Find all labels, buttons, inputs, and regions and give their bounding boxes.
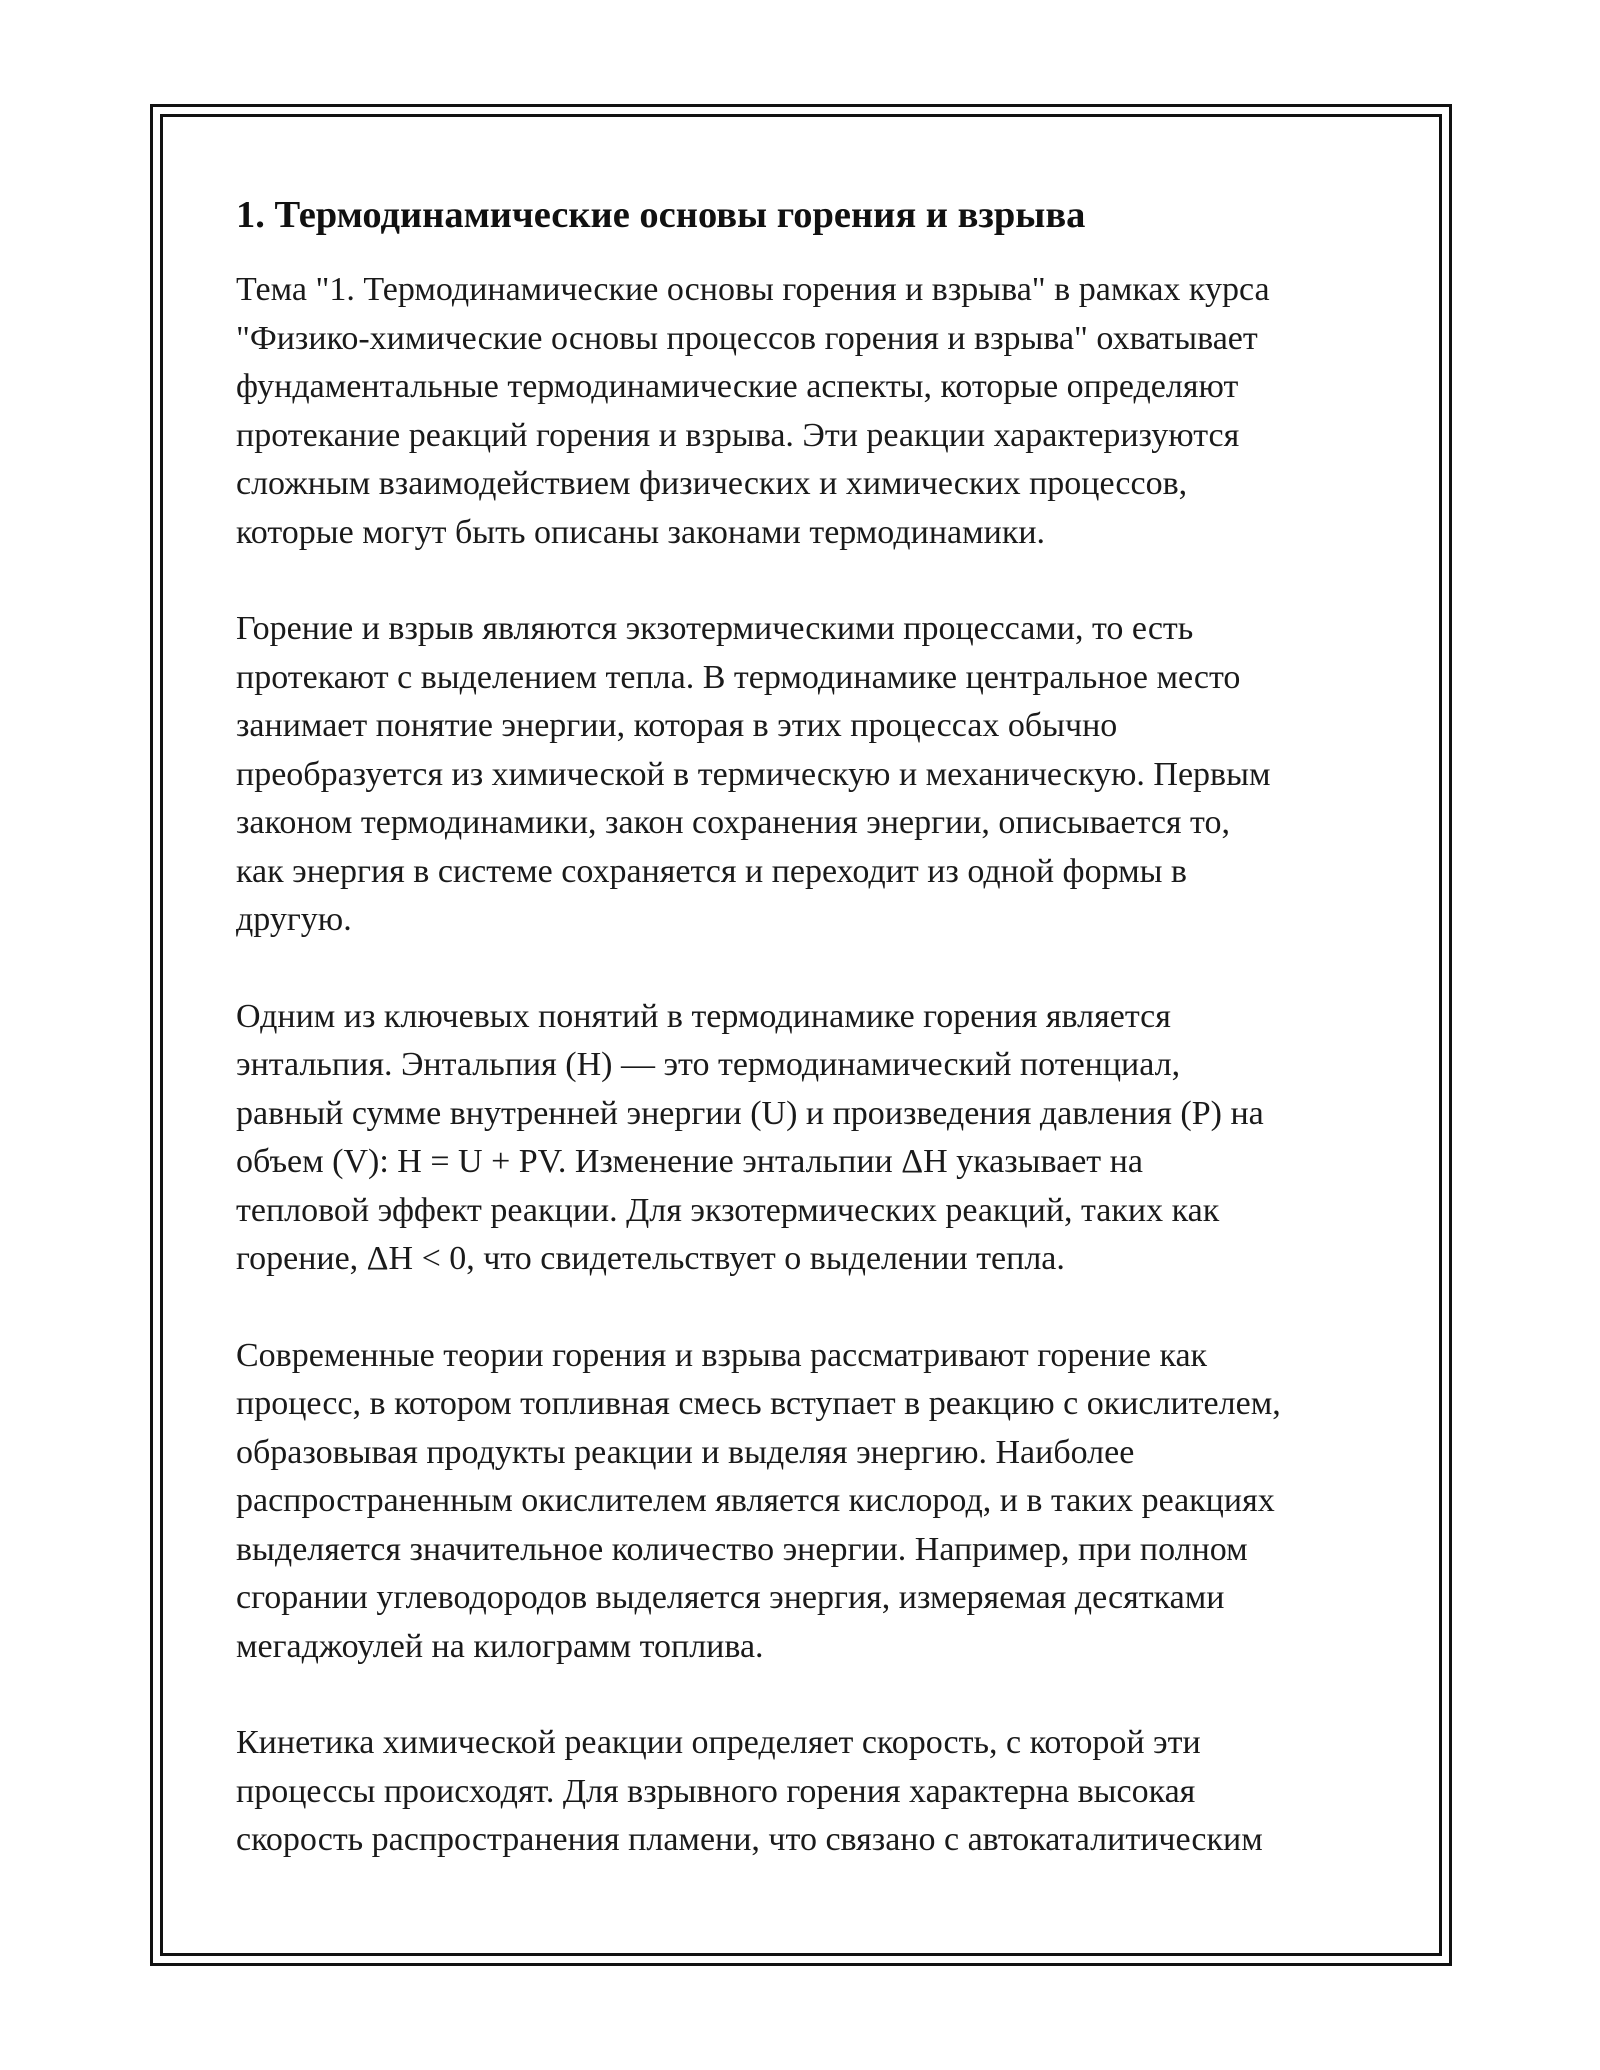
text-line: образовывая продукты реакции и выделяя энергию. Наиболее	[236, 1433, 1135, 1471]
text-line: протекают с выделением тепла. В термодинамике центральное место	[236, 658, 1241, 696]
paragraph-5	[236, 1719, 1396, 1865]
paragraph-1	[236, 266, 1396, 557]
text-line: сгорании углеводородов выделяется энергия, измеряемая десятками	[236, 1579, 1225, 1616]
text-line: процессы происходят. Для взрывного горения характерна высокая	[236, 1772, 1196, 1810]
text-line: "Физико-химические основы процессов горения и взрыва" охватывает	[236, 319, 1258, 357]
text-line: Тема "1. Термодинамические основы горения и взрыва" в рамках курса	[236, 271, 1270, 308]
text-line: фундаментальные термодинамические аспекты, которые определяют	[236, 368, 1239, 405]
text-line: которые могут быть описаны законами термодинамики.	[236, 513, 1046, 551]
text-line: занимает понятие энергии, которая в этих процессах обычно	[236, 707, 1118, 744]
text-line: Современные теории горения и взрыва рассматривают горение как	[236, 1336, 1208, 1374]
text-line: преобразуется из химической в термическую и механическую. Первым	[236, 755, 1271, 793]
text-line: как энергия в системе сохраняется и переходит из одной формы в	[236, 852, 1187, 890]
text-line: равный сумме внутренней энергии (U) и произведения давления (P) на	[236, 1094, 1264, 1132]
text-line: Горение и взрыв являются экзотермическими процессами, то есть	[236, 610, 1194, 647]
text-line: объем (V): H = U + PV. Изменение энтальпии ΔH указывает на	[236, 1143, 1143, 1180]
text-line: энтальпия. Энтальпия (H) — это термодинамический потенциал,	[236, 1046, 1181, 1083]
text-line: сложным взаимодействием физических и химических процессов,	[236, 465, 1188, 502]
text-line: горение, ΔH < 0, что свидетельствует о выделении тепла.	[236, 1240, 1065, 1277]
paragraph-3	[236, 993, 1396, 1284]
text-line: Одним из ключевых понятий в термодинамике горения является	[236, 997, 1171, 1035]
paragraph-2	[236, 605, 1396, 945]
text-line: законом термодинамики, закон сохранения энергии, описывается то,	[236, 804, 1230, 841]
text-line: распространенным окислителем является кислород, и в таких реакциях	[236, 1482, 1275, 1519]
text-line: выделяется значительное количество энергии. Например, при полном	[236, 1530, 1248, 1568]
text-line: мегаджоулей на килограмм топлива.	[236, 1627, 764, 1665]
text-line: Кинетика химической реакции определяет скорость, с которой эти	[236, 1724, 1201, 1761]
text-line: тепловой эффект реакции. Для экзотермических реакций, таких как	[236, 1191, 1220, 1229]
paragraph-4	[236, 1332, 1396, 1672]
text-line: скорость распространения пламени, что связано с автокаталитическим	[236, 1821, 1263, 1858]
text-line: протекание реакций горения и взрыва. Эти реакции характеризуются	[236, 416, 1240, 454]
document-body	[236, 186, 1396, 1913]
section-title: 1. Термодинамические основы горения и взрыва	[236, 194, 1086, 236]
text-line: другую.	[236, 901, 352, 938]
text-line: процесс, в котором топливная смесь вступает в реакцию с окислителем,	[236, 1385, 1281, 1422]
